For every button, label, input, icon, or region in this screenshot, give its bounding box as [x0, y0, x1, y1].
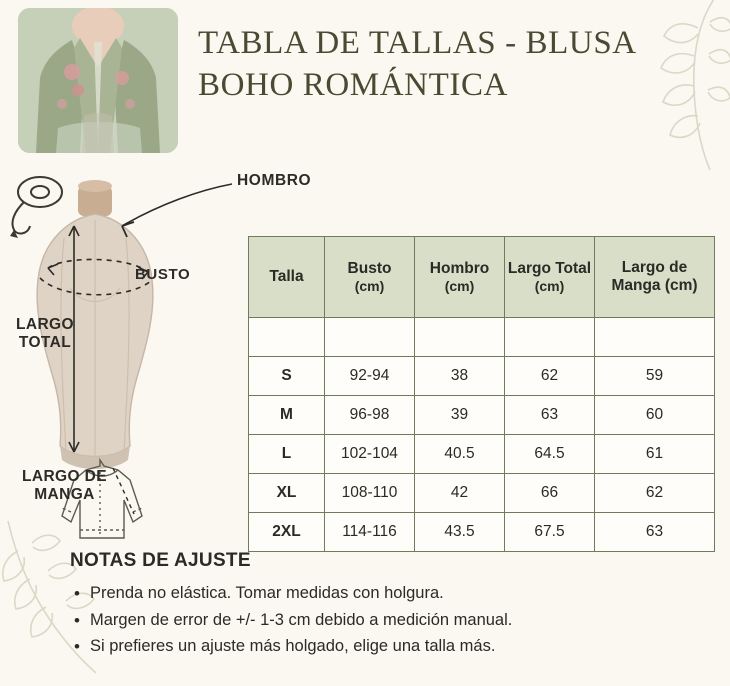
cell-hombro: 40.5 — [415, 435, 505, 474]
note-item: • Si prefieres un ajuste más holgado, elige una talla más. — [70, 633, 710, 660]
table-row — [249, 435, 715, 474]
cell-largo-manga: 60 — [595, 396, 715, 435]
cell-largo-manga: 61 — [595, 435, 715, 474]
note-item: • Prenda no elástica. Tomar medidas con holgura. — [70, 580, 710, 607]
table-row — [249, 396, 715, 435]
table-header-row — [249, 237, 715, 318]
cell-busto: 92-94 — [325, 357, 415, 396]
shoulder-pointer-arrow-icon — [122, 184, 232, 237]
accent-cell — [249, 318, 325, 357]
page-title-line-2: BOHO ROMÁNTICA — [198, 67, 508, 104]
cell-largo-total: 62 — [505, 357, 595, 396]
cell-talla: M — [249, 396, 325, 435]
accent-cell — [415, 318, 505, 357]
label-largo-total-line-1: LARGO — [16, 316, 74, 333]
cell-busto: 114-116 — [325, 513, 415, 552]
accent-cell — [595, 318, 715, 357]
cell-talla: 2XL — [249, 513, 325, 552]
header-hombro-label: Hombro — [429, 259, 490, 277]
cell-busto: 102-104 — [325, 435, 415, 474]
cell-largo-manga: 59 — [595, 357, 715, 396]
header-largo-manga-label: Largo de Manga (cm) — [611, 259, 698, 294]
label-busto: BUSTO — [135, 266, 191, 283]
cell-largo-total: 67.5 — [505, 513, 595, 552]
table-row — [249, 474, 715, 513]
header-busto-label: Busto — [347, 259, 392, 277]
page-title-line-1: TABLA DE TALLAS - BLUSA — [198, 25, 637, 61]
label-hombro: HOMBRO — [237, 172, 312, 189]
fit-notes-title: NOTAS DE AJUSTE — [70, 550, 251, 571]
cell-largo-manga: 62 — [595, 474, 715, 513]
measuring-tape-icon — [10, 177, 62, 238]
header-hombro-unit: (cm) — [444, 277, 475, 294]
table-row — [249, 357, 715, 396]
accent-cell — [325, 318, 415, 357]
header-talla — [249, 237, 325, 318]
blouse-photo-icon — [18, 8, 178, 153]
cell-talla: L — [249, 435, 325, 474]
cell-hombro: 42 — [415, 474, 505, 513]
cell-largo-manga: 63 — [595, 513, 715, 552]
cell-busto: 96-98 — [325, 396, 415, 435]
label-largo-total — [16, 316, 74, 352]
header-hombro — [415, 237, 505, 318]
label-largo-total-line-2: TOTAL — [18, 333, 72, 351]
header-largo-manga — [595, 237, 715, 318]
table-row — [249, 513, 715, 552]
cell-talla: S — [249, 357, 325, 396]
size-table — [248, 236, 715, 552]
cell-largo-total: 63 — [505, 396, 595, 435]
fit-notes — [70, 550, 710, 660]
note-item: • Margen de error de +/- 1-3 cm debido a medición manual. — [70, 607, 710, 634]
cell-hombro: 43.5 — [415, 513, 505, 552]
page-title — [198, 22, 698, 106]
cell-hombro: 38 — [415, 357, 505, 396]
header-largo-total — [505, 237, 595, 318]
cell-talla: XL — [249, 474, 325, 513]
header-busto — [325, 237, 415, 318]
header-largo-total-unit: (cm) — [534, 277, 565, 294]
header-talla-label: Talla — [269, 268, 304, 286]
table-accent-row — [249, 318, 715, 357]
cell-largo-total: 66 — [505, 474, 595, 513]
size-table-container — [248, 236, 714, 552]
cell-hombro: 39 — [415, 396, 505, 435]
header-largo-total-label: Largo Total — [507, 259, 592, 277]
label-largo-manga — [22, 468, 107, 504]
accent-cell — [505, 318, 595, 357]
header-busto-unit: (cm) — [354, 277, 385, 294]
cell-busto: 108-110 — [325, 474, 415, 513]
header — [0, 0, 730, 160]
label-largo-manga-line-2: MANGA — [34, 485, 95, 503]
cell-largo-total: 64.5 — [505, 435, 595, 474]
label-largo-manga-line-1: LARGO DE — [22, 468, 108, 485]
product-thumbnail — [18, 8, 178, 153]
